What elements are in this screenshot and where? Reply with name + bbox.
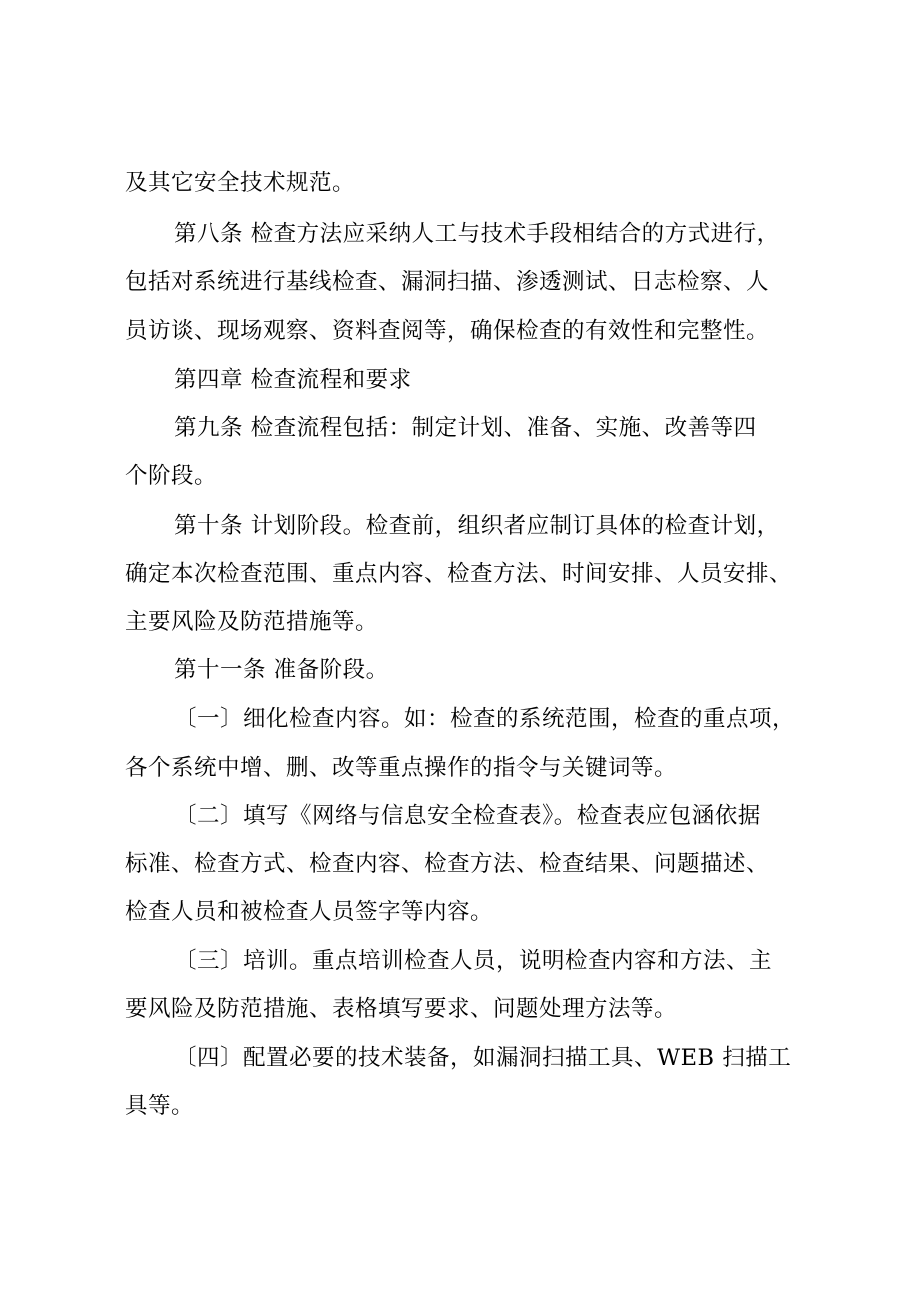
text-line: 第八条 检查方法应采纳人工与技术手段相结合的方式进行， (174, 221, 780, 247)
text-line: 个阶段。 (125, 463, 218, 489)
text-line: 包括对系统进行基线检查、漏洞扫描、渗透测试、日志检察、人 (125, 269, 770, 295)
text-line: 第十一条 准备阶段。 (174, 657, 389, 683)
text-line: 主要风险及防范措施等。 (125, 609, 379, 635)
text-line: 〔二〕填写《网络与信息安全检查表》。检查表应包涵依据 (174, 803, 761, 829)
text-line: 标准、检查方式、检查内容、检查方法、检查结果、问题描述、 (125, 851, 770, 877)
text-line: 〔一〕细化检查内容。如：检查的系统范围，检查的重点项， (174, 706, 796, 732)
text-line: 〔三〕培训。重点培训检查人员，说明检查内容和方法、主 (174, 948, 773, 974)
section-heading: 第四章 检查流程和要求 (174, 367, 412, 393)
text-line: 员访谈、现场观察、资料查阅等，确保检查的有效性和完整性。 (125, 318, 770, 344)
text-line: 第十条 计划阶段。检查前，组织者应制订具体的检查计划， (174, 513, 780, 539)
text-line: 检查人员和被检查人员签字等内容。 (125, 899, 494, 925)
text-line: 要风险及防范措施、表格填写要求、问题处理方法等。 (125, 996, 678, 1022)
text-line: 具等。 (125, 1093, 195, 1119)
text-line: 〔四〕配置必要的技术装备，如漏洞扫描工具、WEB 扫描工 (174, 1045, 792, 1071)
text-line: 及其它安全技术规范。 (125, 170, 356, 196)
text-line: 确定本次检查范围、重点内容、检查方法、时间安排、人员安排、 (125, 561, 793, 587)
text-line: 各个系统中增、删、改等重点操作的指令与关键词等。 (125, 755, 678, 781)
text-line: 第九条 检查流程包括：制定计划、准备、实施、改善等四 (174, 415, 757, 441)
